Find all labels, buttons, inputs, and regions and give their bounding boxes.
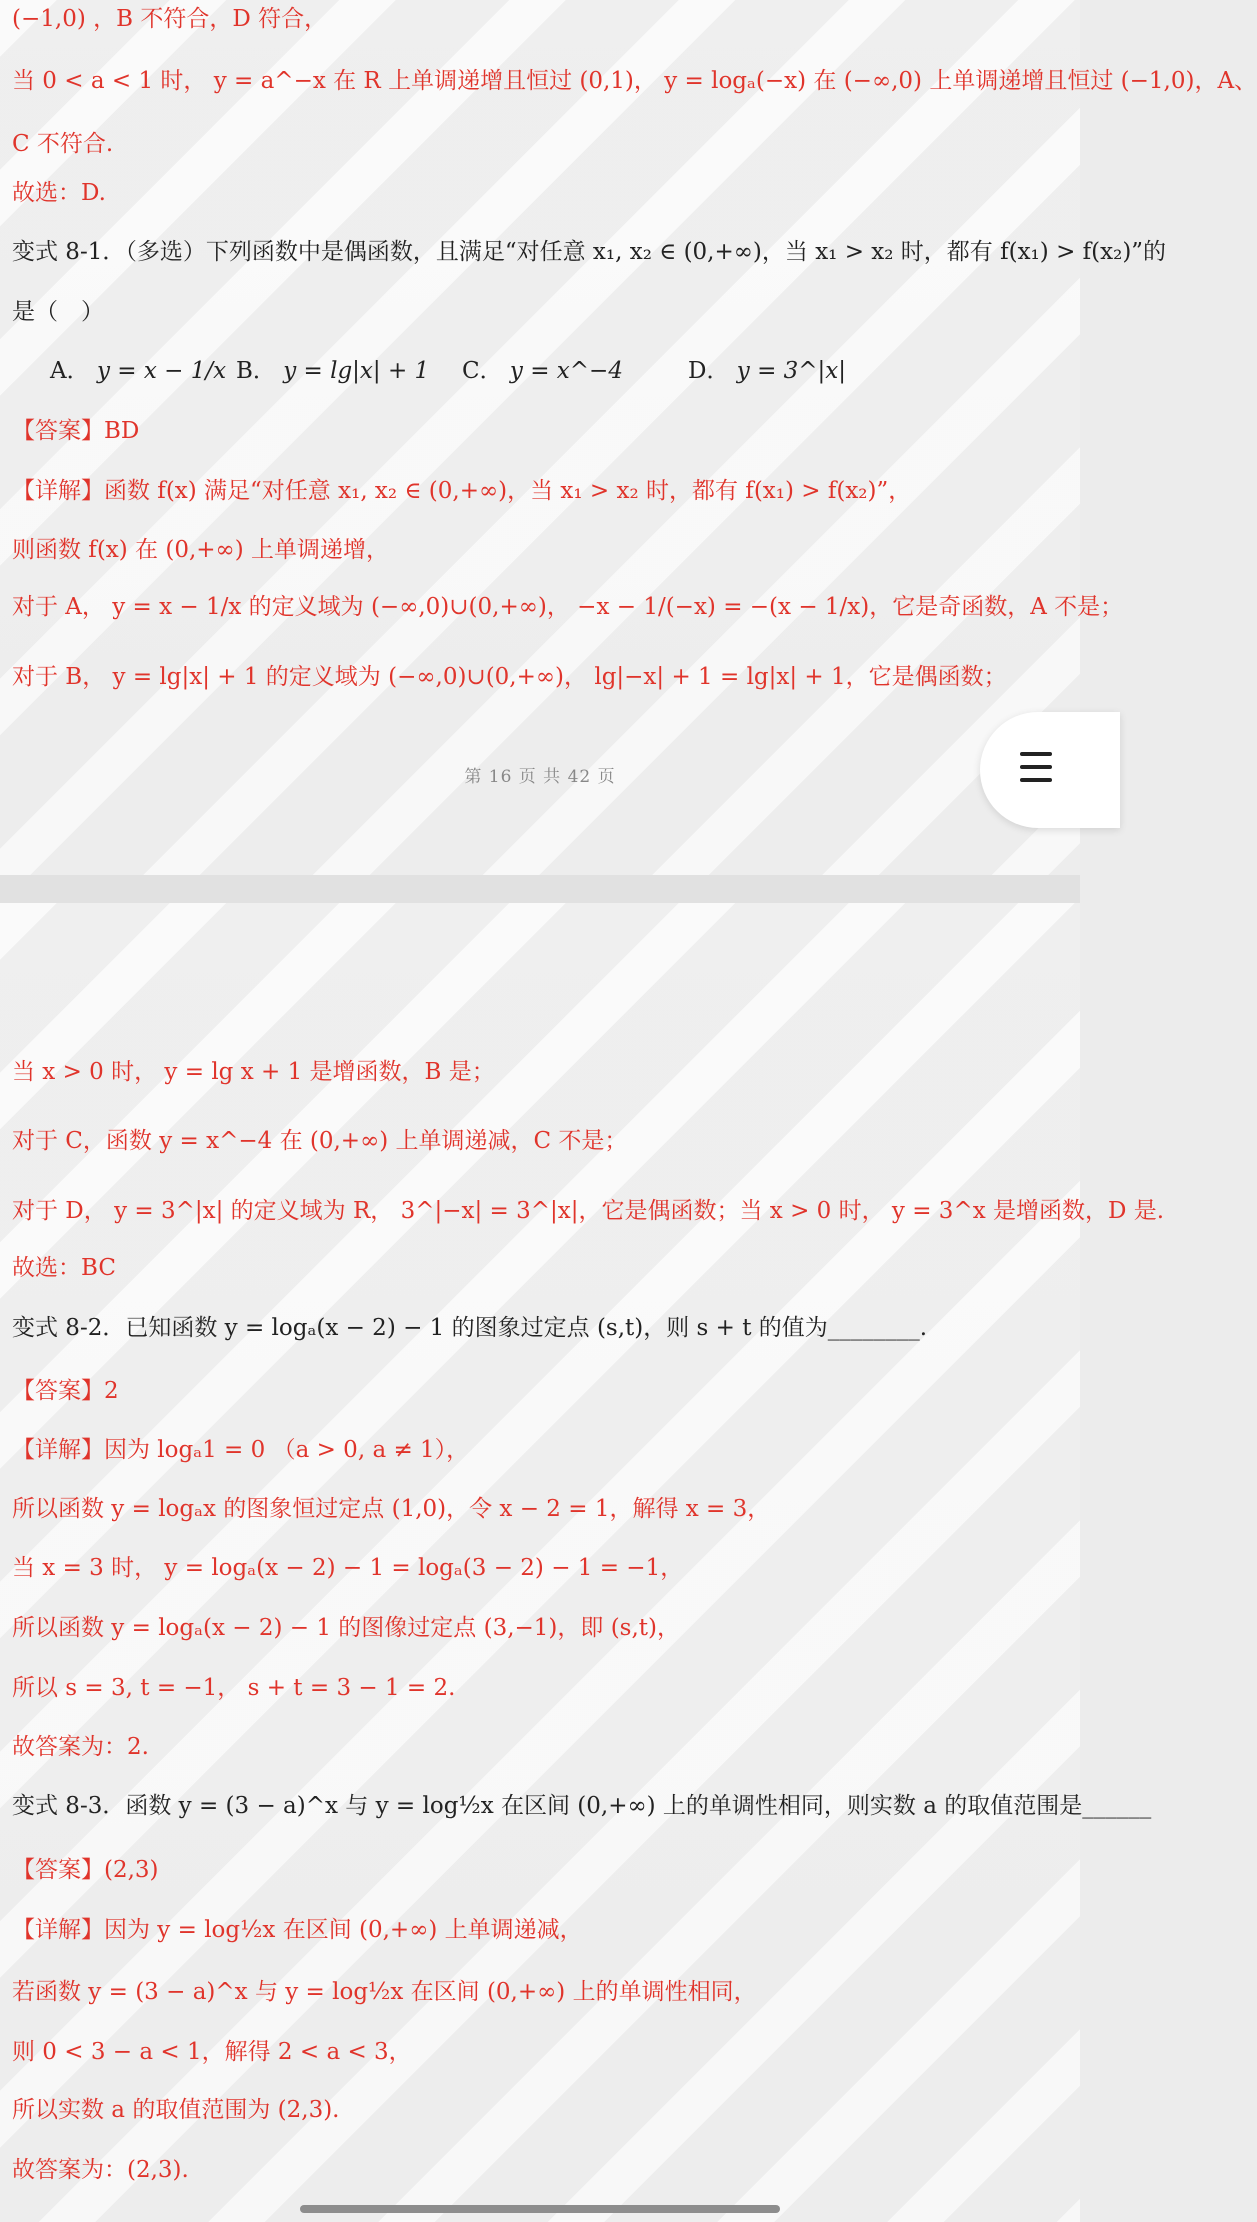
text-line: 故选：BC — [12, 1255, 116, 1281]
option-d: D． y = 3^|x| — [688, 358, 847, 384]
document-page-17 — [0, 903, 1165, 2222]
question-text: 变式 8-2．已知函数 y = logₐ(x − 2) − 1 的图象过定点 (s,t)，则 s + t 的值为________. — [12, 1315, 928, 1341]
text-line: 对于 C，函数 y = x^−4 在 (0,+∞) 上单调递减，C 不是； — [12, 1128, 628, 1154]
option-a: A． y = x − 1/x — [50, 358, 227, 384]
page-separator — [0, 875, 1080, 903]
menu-button[interactable] — [980, 712, 1120, 828]
text-line: 当 x = 3 时， y = logₐ(x − 2) − 1 = logₐ(3 − 2) − 1 = −1， — [12, 1555, 684, 1581]
text-line: 故选：D. — [12, 180, 106, 206]
text-line: 【详解】因为 logₐ1 = 0 （a > 0, a ≠ 1）， — [12, 1437, 470, 1463]
answer-line: 【答案】(2,3) — [12, 1857, 159, 1883]
text-line: 则 0 < 3 − a < 1，解得 2 < a < 3， — [12, 2039, 412, 2065]
text-line: 故答案为：2. — [12, 1734, 149, 1760]
text-line: 所以 s = 3, t = −1， s + t = 3 − 1 = 2. — [12, 1675, 456, 1701]
text-line: 所以实数 a 的取值范围为 (2,3). — [12, 2097, 340, 2123]
option-b: B． y = lg|x| + 1 — [236, 358, 430, 384]
document-page-16 — [0, 0, 1257, 875]
question-text: 变式 8-1．（多选）下列函数中是偶函数，且满足“对任意 x₁, x₂ ∈ (0,+∞)，当 x₁ > x₂ 时，都有 f(x₁) > f(x₂)”的 — [12, 239, 1167, 265]
text-line: 对于 B， y = lg|x| + 1 的定义域为 (−∞,0)∪(0,+∞)， lg|−x| + 1 = lg|x| + 1，它是偶函数； — [12, 664, 1007, 690]
text-line: 当 0 < a < 1 时， y = a^−x 在 R 上单调递增且恒过 (0,1)， y = logₐ(−x) 在 (−∞,0) 上单调递增且恒过 (−1,0)，A、 — [12, 68, 1257, 94]
text-line: 【详解】函数 f(x) 满足“对任意 x₁, x₂ ∈ (0,+∞)，当 x₁ > x₂ 时，都有 f(x₁) > f(x₂)”， — [12, 478, 912, 504]
text-line: 所以函数 y = logₐ(x − 2) − 1 的图像过定点 (3,−1)，即 (s,t)， — [12, 1615, 680, 1641]
menu-icon — [1020, 752, 1052, 782]
answer-line: 【答案】BD — [12, 418, 140, 444]
answer-line: 【答案】2 — [12, 1378, 119, 1404]
page-footer: 第 16 页 共 42 页 — [464, 767, 616, 787]
text-line: 则函数 f(x) 在 (0,+∞) 上单调递增， — [12, 537, 389, 563]
text-line: 【详解】因为 y = log½x 在区间 (0,+∞) 上单调递减， — [12, 1917, 583, 1943]
text-line: 所以函数 y = logₐx 的图象恒过定点 (1,0)，令 x − 2 = 1，解得 x = 3， — [12, 1496, 771, 1522]
question-text: 变式 8-3．函数 y = (3 − a)^x 与 y = log½x 在区间 (0,+∞) 上的单调性相同，则实数 a 的取值范围是______ — [12, 1793, 1152, 1819]
home-indicator[interactable] — [300, 2205, 780, 2213]
text-line: 对于 A， y = x − 1/x 的定义域为 (−∞,0)∪(0,+∞)， −x − 1/(−x) = −(x − 1/x)，它是奇函数，A 不是； — [12, 594, 1124, 620]
text-line: (−1,0) ，B 不符合，D 符合， — [12, 6, 328, 32]
text-line: 若函数 y = (3 − a)^x 与 y = log½x 在区间 (0,+∞) 上的单调性相同， — [12, 1979, 757, 2005]
option-c: C． y = x^−4 — [462, 358, 623, 384]
text-line: 对于 D， y = 3^|x| 的定义域为 R， 3^|−x| = 3^|x|，它是偶函数；当 x > 0 时， y = 3^x 是增函数，D 是. — [12, 1198, 1165, 1224]
text-line: 当 x > 0 时， y = lg x + 1 是增函数，B 是； — [12, 1059, 495, 1085]
question-text: 是（ ） — [12, 299, 104, 325]
text-line: 故答案为：(2,3). — [12, 2157, 189, 2183]
text-line: C 不符合. — [12, 131, 114, 157]
